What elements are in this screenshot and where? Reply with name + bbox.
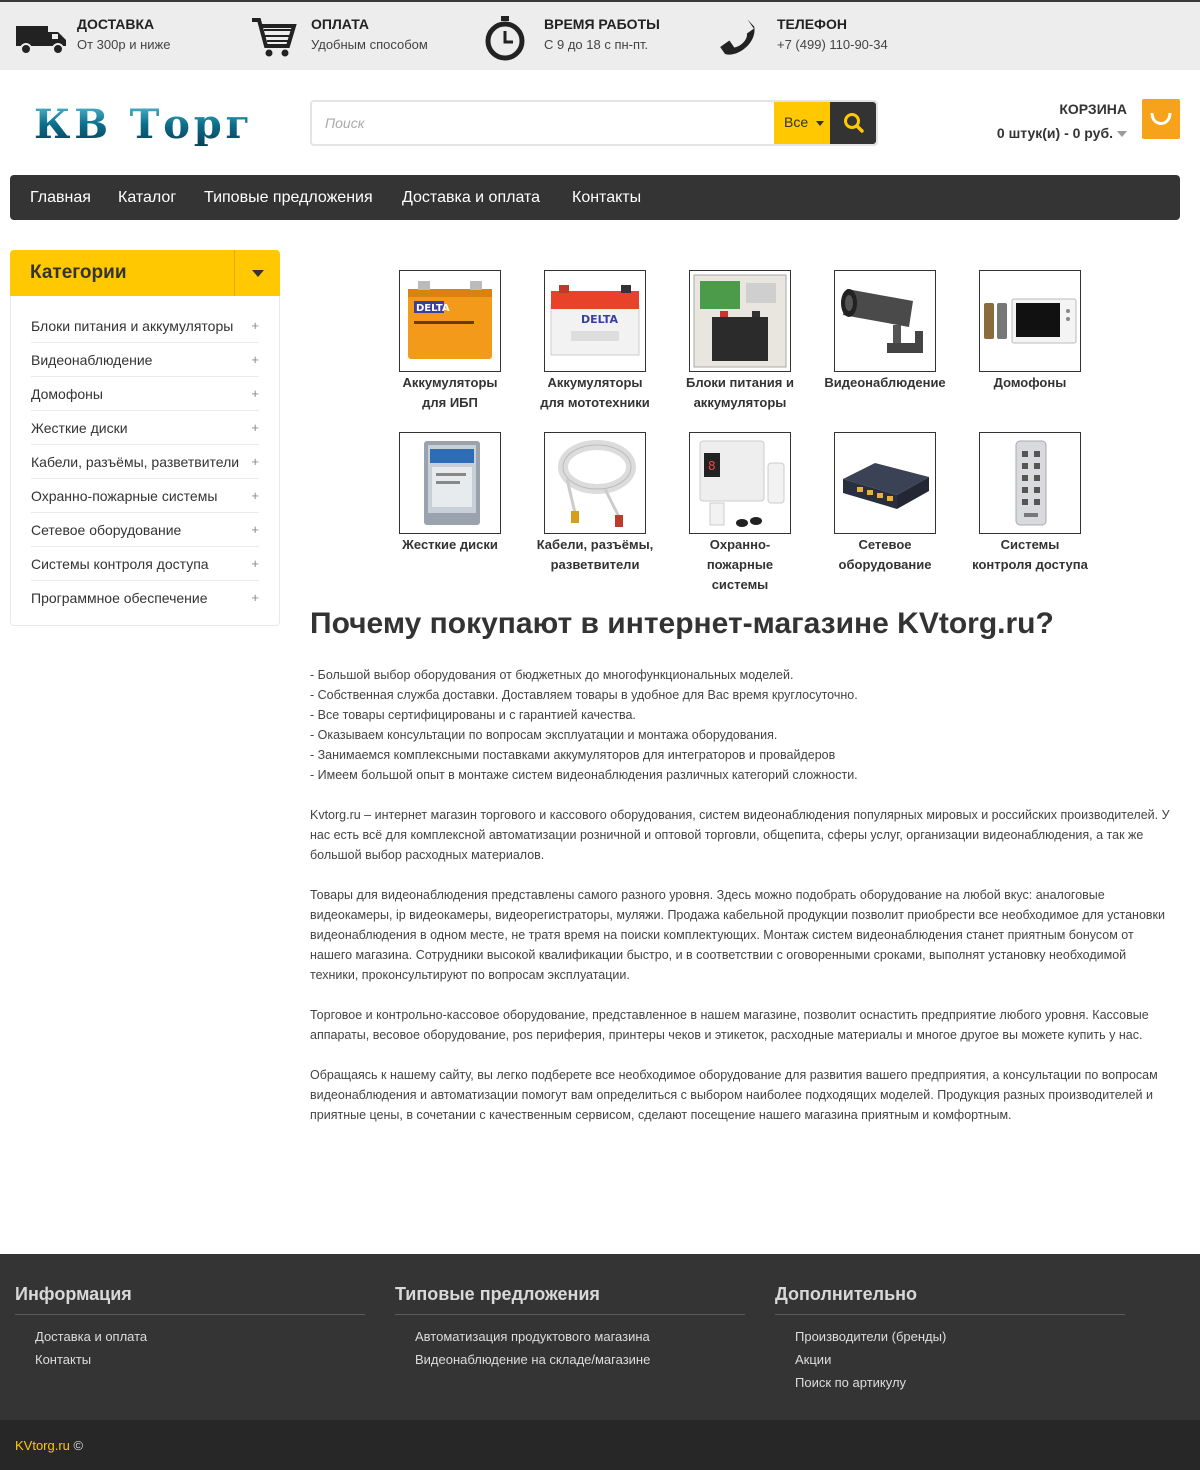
cart-dropdown-caret-icon[interactable]: [1117, 131, 1127, 137]
footer-brand-link[interactable]: KVtorg.ru: [15, 1438, 70, 1453]
benefit-item: - Занимаемся комплексными поставками аккумуляторов для интеграторов и провайдеров: [310, 748, 836, 762]
about-paragraph: Товары для видеонаблюдения представлены самого разного уровня. Здесь можно подобрать оборудование на любой вкус: аналоговые видеокамеры, ip видеокамеры, видеорегистраторы, муляжи. Продажа кабельной продукции позволит приобрести все необходимое для установки видеонаблюдения в одном месте, не тратя время на поиски комплектующих. Монтаж систем видеонаблюдения станет приятным бонусом от нашего магазина. Сотрудники высокой квалификации быстро, и в соответствии с оговоренными сроками, выполнят установку необходимой техники, проконсультируют по вопросам эксплуатации.: [310, 888, 1166, 982]
categories-header: [10, 250, 280, 296]
nav-delivery-payment[interactable]: Доставка и оплата: [402, 189, 541, 206]
nav-contacts[interactable]: Контакты: [572, 189, 642, 206]
category-caption[interactable]: [815, 373, 955, 393]
category-caption-line: Охранно-: [709, 537, 771, 552]
category-caption-line: Сетевое: [858, 537, 912, 552]
benefit-item: - Собственная служба доставки. Доставляем товары в удобное для Вас время круглосуточно.: [310, 688, 858, 702]
search-bar: [310, 100, 878, 146]
category-caption[interactable]: [525, 535, 665, 575]
chevron-down-icon[interactable]: [252, 270, 264, 277]
phone-number: +7 (499) 110-90-34: [777, 37, 888, 52]
category-image[interactable]: [689, 432, 791, 534]
category-image[interactable]: [399, 432, 501, 534]
category-caption-line: Жесткие диски: [402, 537, 498, 552]
category-caption[interactable]: [960, 373, 1100, 393]
about-paragraph: Обращаясь к нашему сайту, вы легко подберете все необходимое оборудование для развития вашего предприятия, а консультации по вопросам видеонаблюдения и автоматизации помогут вам определиться с выбором наиболее подходящих моделей. Продукция разных производителей и приятные цены, в сочетании с качественным сервисом, сделают посещение нашего магазина приятным и комфортным.: [310, 1068, 1158, 1122]
alarm-panel-icon: [690, 433, 790, 533]
footer-link-brands[interactable]: Производители (бренды): [795, 1329, 947, 1344]
category-caption-line: Аккумуляторы: [547, 375, 643, 390]
svg-text:DELTA: DELTA: [581, 313, 618, 326]
category-caption-line: Домофоны: [993, 375, 1067, 390]
category-caption[interactable]: [670, 373, 810, 413]
category-caption-line: Блоки питания и: [686, 375, 794, 390]
category-caption-line: оборудование: [838, 557, 932, 572]
camera-icon: [835, 271, 935, 371]
sidebar-item-label: Блоки питания и аккумуляторы: [31, 318, 234, 334]
sidebar-item-label: Охранно-пожарные системы: [31, 488, 218, 504]
footer-link-warehouse-video[interactable]: Видеонаблюдение на складе/магазине: [415, 1352, 651, 1367]
search-input[interactable]: [312, 102, 774, 144]
search-icon: [830, 102, 876, 144]
category-image[interactable]: [544, 432, 646, 534]
footer-col-title: Информация: [15, 1284, 365, 1315]
footer-link-delivery[interactable]: Доставка и оплата: [35, 1329, 148, 1344]
cable-icon: [545, 433, 645, 533]
shopping-bag-icon[interactable]: [1142, 99, 1180, 139]
battery-icon: [400, 271, 500, 371]
expand-icon[interactable]: +: [251, 386, 259, 401]
category-caption[interactable]: [525, 373, 665, 413]
expand-icon[interactable]: +: [251, 454, 259, 469]
footer-col-title: Типовые предложения: [395, 1284, 745, 1315]
sidebar-item-fire-security[interactable]: [31, 479, 259, 513]
benefit-item: - Оказываем консультации по вопросам эксплуатации и монтажа оборудования.: [310, 728, 778, 742]
logo-text: КВ Торг: [34, 101, 250, 146]
moto-battery-icon: [545, 271, 645, 371]
benefit-item: - Имеем большой опыт в монтаже систем видеонаблюдения различных категорий сложности.: [310, 768, 858, 782]
search-button[interactable]: [830, 102, 876, 144]
sidebar-item-network[interactable]: [31, 513, 259, 547]
benefit-item: - Все товары сертифицированы и с гарантией качества.: [310, 708, 636, 722]
sidebar-item-label: Программное обеспечение: [31, 590, 208, 606]
category-caption[interactable]: [960, 535, 1100, 575]
sidebar-item-access-control[interactable]: [31, 547, 259, 581]
nav-home[interactable]: Главная: [30, 189, 91, 206]
category-caption-line: Кабели, разъёмы,: [536, 537, 654, 552]
delivery-title: ДОСТАВКА: [77, 16, 155, 32]
expand-icon[interactable]: +: [251, 352, 259, 367]
power-supply-icon: [690, 271, 790, 371]
svg-text:DELTA: DELTA: [416, 303, 450, 314]
sidebar-item-label: Видеонаблюдение: [31, 352, 153, 368]
truck-icon: [14, 14, 70, 62]
category-caption-line: Видеонаблюдение: [824, 375, 946, 390]
category-image[interactable]: [979, 432, 1081, 534]
cart-title[interactable]: КОРЗИНА: [1059, 101, 1127, 117]
footer-col-info: [15, 1284, 365, 1371]
payment-title: ОПЛАТА: [311, 16, 369, 32]
hard-disk-icon: [400, 433, 500, 533]
categories-list: [31, 309, 259, 615]
svg-text:8: 8: [708, 459, 716, 473]
search-category-dropdown[interactable]: [774, 102, 830, 144]
category-caption-line: Аккумуляторы: [402, 375, 498, 390]
category-caption-line: контроля доступа: [972, 557, 1088, 572]
sidebar-item-hdd[interactable]: [31, 411, 259, 445]
cart-summary[interactable]: 0 штук(и) - 0 руб.: [996, 125, 1113, 141]
footer: [0, 1254, 1200, 1420]
footer-col-extra: [775, 1284, 1125, 1394]
footer-link-sku-search[interactable]: Поиск по артикулу: [795, 1375, 907, 1390]
benefits-list: [310, 665, 1170, 785]
expand-icon[interactable]: +: [251, 522, 259, 537]
keypad-icon: [980, 433, 1080, 533]
footer-link-promotions[interactable]: Акции: [795, 1352, 832, 1367]
category-image[interactable]: [544, 270, 646, 372]
footer-link-contacts[interactable]: Контакты: [35, 1352, 92, 1367]
about-paragraph: Торговое и контрольно-кассовое оборудование, представленное в нашем магазине, позволит оснастить предприятие любого уровня. Кассовые аппараты, весовое оборудование, pos периферия, принтеры чеков и этикеток, расходные материалы и многое другое вы можете купить у нас.: [310, 1008, 1149, 1042]
copyright: [15, 1438, 83, 1453]
categories-title: Категории: [30, 262, 127, 283]
expand-icon[interactable]: +: [251, 318, 259, 333]
expand-icon[interactable]: +: [251, 488, 259, 503]
category-image[interactable]: [834, 432, 936, 534]
hours-subtitle: С 9 до 18 с пн-пт.: [544, 37, 649, 52]
category-caption[interactable]: [670, 535, 810, 595]
chevron-down-icon: [816, 121, 824, 126]
phone-icon: [714, 14, 770, 62]
category-caption-line: для мототехники: [540, 395, 650, 410]
categories-sidebar: [10, 250, 280, 626]
stopwatch-icon: [481, 14, 537, 62]
delivery-subtitle: От 300р и ниже: [77, 37, 171, 52]
category-caption-line: системы: [711, 577, 769, 592]
category-caption-line: для ИБП: [422, 395, 478, 410]
category-caption[interactable]: [380, 535, 520, 555]
category-image[interactable]: [689, 270, 791, 372]
nav-typical-offers[interactable]: Типовые предложения: [204, 189, 373, 206]
hours-title: ВРЕМЯ РАБОТЫ: [544, 16, 660, 32]
copyright-bar: [0, 1420, 1200, 1470]
cart-icon: [248, 14, 304, 62]
category-caption-line: аккумуляторы: [693, 395, 787, 410]
sidebar-item-video[interactable]: [31, 343, 259, 377]
category-caption-line: разветвители: [550, 557, 640, 572]
page-title: Почему покупают в интернет-магазине KVtorg.ru?: [310, 607, 1054, 640]
copyright-symbol: ©: [73, 1438, 84, 1453]
expand-icon[interactable]: +: [251, 590, 259, 605]
intercom-icon: [980, 271, 1080, 371]
categories-header-divider: [234, 250, 235, 296]
nav-catalog[interactable]: Каталог: [118, 189, 177, 206]
search-category-label: Все: [784, 114, 809, 130]
top-info-bar: [0, 0, 1200, 70]
sidebar-item-label: Системы контроля доступа: [31, 556, 209, 572]
sidebar-item-cables[interactable]: [31, 445, 259, 479]
expand-icon[interactable]: +: [251, 420, 259, 435]
sidebar-item-label: Домофоны: [31, 386, 103, 402]
footer-link-grocery-automation[interactable]: Автоматизация продуктового магазина: [415, 1329, 650, 1344]
category-caption-line: Системы: [1000, 537, 1060, 552]
category-image[interactable]: [834, 270, 936, 372]
footer-col-title: Дополнительно: [775, 1284, 1125, 1315]
sidebar-item-power[interactable]: [31, 309, 259, 343]
category-caption-line: пожарные: [706, 557, 774, 572]
phone-title: ТЕЛЕФОН: [777, 16, 847, 32]
payment-subtitle: Удобным способом: [311, 37, 428, 52]
sidebar-item-label: Кабели, разъёмы, разветвители: [31, 454, 240, 470]
footer-col-offers: [395, 1284, 745, 1371]
category-image[interactable]: [399, 270, 501, 372]
sidebar-item-label: Жесткие диски: [31, 420, 128, 436]
sidebar-item-software[interactable]: [31, 581, 259, 615]
main-nav: [10, 175, 1180, 220]
sidebar-item-label: Сетевое оборудование: [31, 522, 182, 538]
site-logo[interactable]: [34, 100, 254, 146]
network-switch-icon: [835, 433, 935, 533]
sidebar-item-intercoms[interactable]: [31, 377, 259, 411]
benefit-item: - Большой выбор оборудования от бюджетных до многофункциональных моделей.: [310, 668, 794, 682]
category-caption[interactable]: [815, 535, 955, 575]
expand-icon[interactable]: +: [251, 556, 259, 571]
about-paragraph: Kvtorg.ru – интернет магазин торгового и кассового оборудования, систем видеонаблюдения популярных мировых и российских производителей. У нас есть всё для комплексной автоматизации розничной и оптовой торговли, общепита, сферы услуг, организации видеонаблюдения, а так же большой выбор расходных материалов.: [310, 808, 1170, 862]
about-text: [310, 665, 1170, 1145]
category-caption[interactable]: [380, 373, 520, 413]
category-image[interactable]: [979, 270, 1081, 372]
